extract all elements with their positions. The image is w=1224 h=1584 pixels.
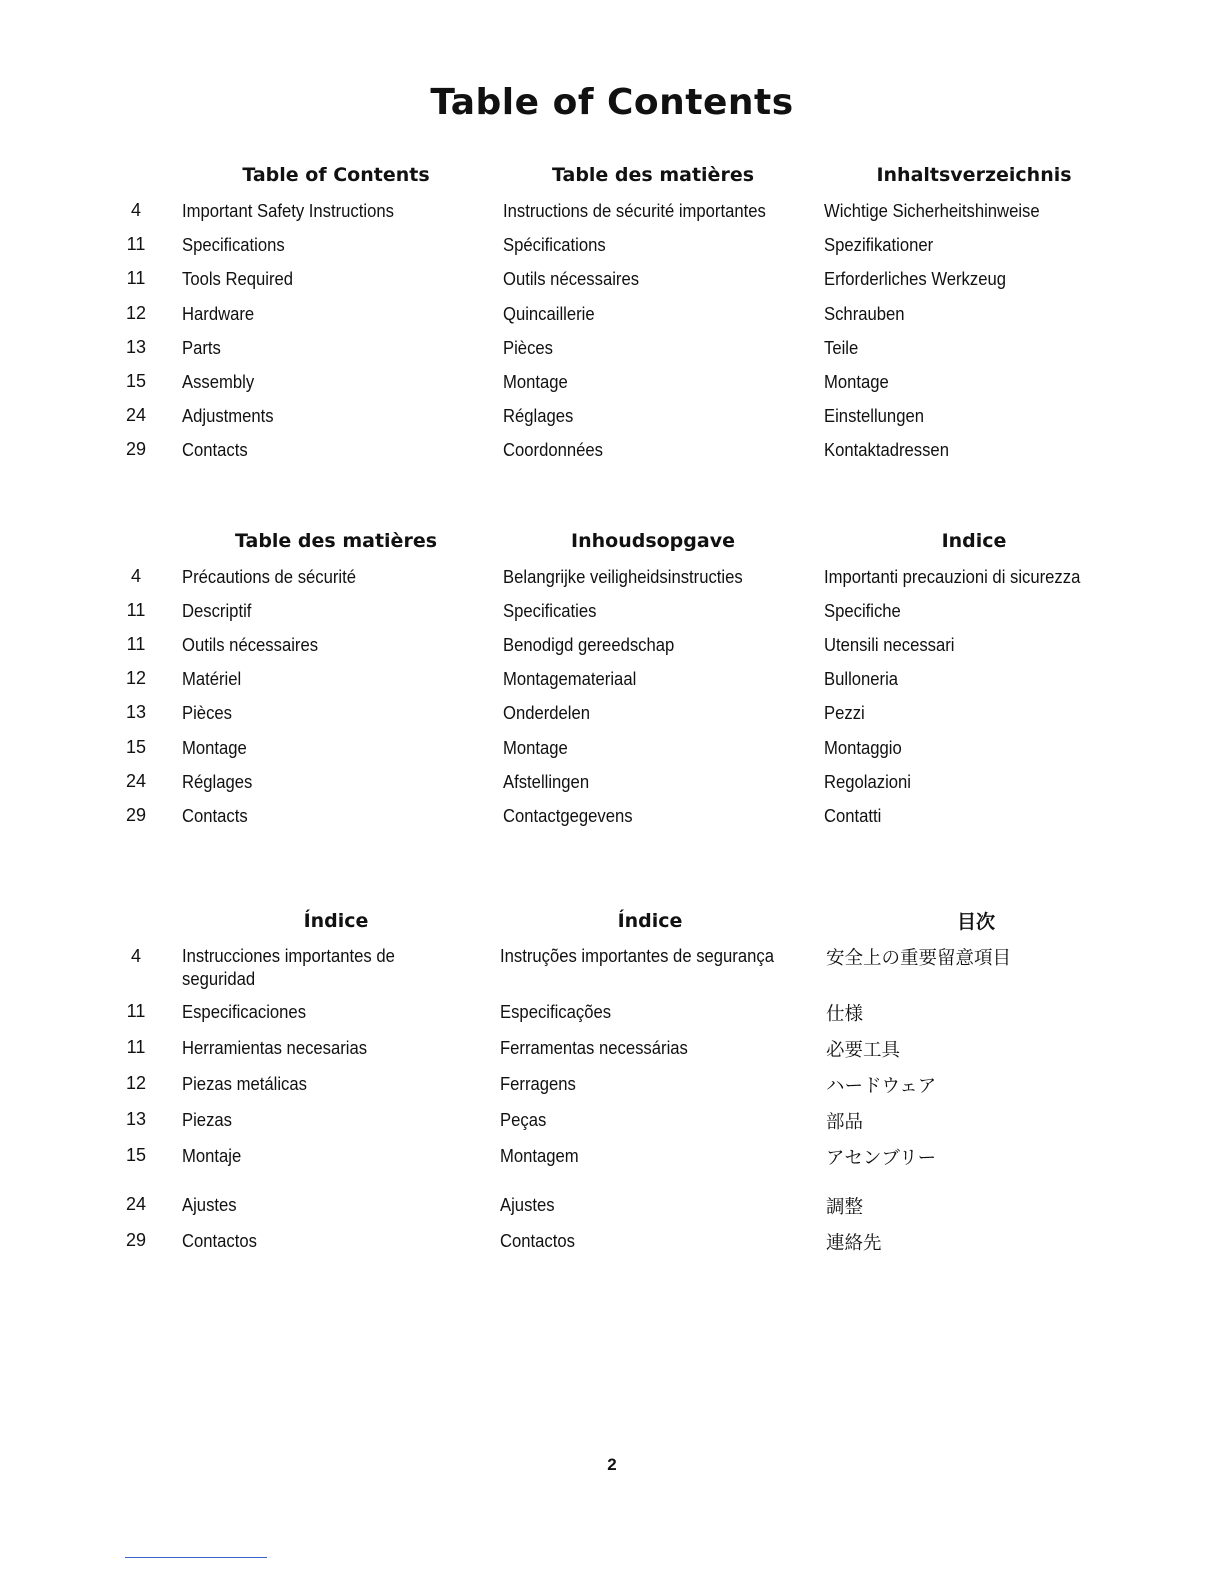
section-2-header-french: Table des matières (234, 530, 438, 552)
toc-entry[interactable]: Ferragens (500, 1073, 576, 1094)
toc-entry[interactable]: Parts (182, 337, 221, 358)
toc-page-number: 11 (126, 634, 146, 654)
toc-entry[interactable]: Erforderliches Werkzeug (824, 268, 1006, 289)
toc-page-number: 24 (125, 1194, 147, 1214)
toc-page-number: 29 (125, 805, 147, 825)
toc-page-number: 11 (126, 1037, 146, 1057)
toc-entry[interactable]: Contactgegevens (503, 805, 633, 826)
toc-entry[interactable]: Schrauben (824, 303, 905, 324)
toc-page-number: 12 (125, 668, 147, 688)
toc-entry[interactable]: Pièces (182, 702, 232, 723)
toc-page-number: 11 (126, 1001, 146, 1021)
toc-page-number: 13 (125, 702, 147, 722)
toc-entry[interactable]: Assembly (182, 371, 255, 392)
toc-entry[interactable]: Ferramentas necessárias (500, 1037, 688, 1058)
toc-entry[interactable]: Montaggio (824, 737, 902, 758)
toc-entry[interactable]: Einstellungen (824, 405, 924, 426)
toc-page-number: 11 (126, 600, 146, 620)
section-3-header-japanese: 目次 (956, 911, 995, 933)
toc-page-number: 4 (130, 200, 141, 220)
toc-page-number: 15 (125, 1145, 147, 1165)
toc-entry[interactable]: 調整 (826, 1196, 864, 1217)
toc-entry[interactable]: Teile (824, 337, 859, 358)
toc-entry[interactable]: Especificações (500, 1001, 612, 1022)
section-1-header-german: Inhaltsverzeichnis (876, 164, 1072, 186)
toc-entry[interactable]: Ajustes (500, 1194, 555, 1215)
toc-entry[interactable]: Contactos (182, 1230, 257, 1251)
toc-entry[interactable]: 必要工具 (826, 1039, 901, 1060)
section-3-header-portuguese: Índice (617, 910, 683, 932)
toc-entry[interactable]: Réglages (503, 405, 574, 426)
toc-entry[interactable]: Outils nécessaires (503, 268, 640, 289)
section-1-header-french: Table des matières (551, 164, 755, 186)
section-2-header-dutch: Inhoudsopgave (571, 530, 735, 552)
toc-entry[interactable]: Outils nécessaires (182, 634, 319, 655)
page-title: Table of Contents (430, 82, 794, 123)
toc-entry[interactable]: Kontaktadressen (824, 439, 949, 460)
toc-entry[interactable]: Contacts (182, 439, 248, 460)
section-3-header-spanish: Índice (303, 910, 369, 932)
toc-entry[interactable]: Précautions de sécurité (182, 566, 357, 587)
page-number: 2 (607, 1455, 617, 1474)
section-1-header-english: Table of Contents (242, 164, 430, 186)
toc-entry[interactable]: Montage (824, 371, 889, 392)
toc-entry[interactable]: Piezas metálicas (182, 1073, 307, 1094)
toc-entry[interactable]: Onderdelen (503, 702, 591, 723)
toc-entry[interactable]: Contacts (182, 805, 248, 826)
toc-entry[interactable]: Montagemateriaal (503, 668, 637, 689)
toc-entry[interactable]: Importanti precauzioni di sicurezza (824, 566, 1081, 587)
toc-page-number: 15 (125, 371, 147, 391)
toc-entry[interactable]: Peças (500, 1109, 547, 1130)
toc-entry[interactable]: Instruções importantes de segurança (500, 945, 774, 966)
toc-entry[interactable]: ハードウェア (826, 1075, 937, 1096)
toc-entry[interactable]: Regolazioni (824, 771, 912, 792)
toc-entry[interactable]: Especificaciones (182, 1001, 307, 1022)
toc-entry[interactable]: Spezifikationer (824, 234, 934, 255)
toc-entry[interactable]: 部品 (826, 1111, 864, 1132)
toc-page-number: 12 (125, 303, 147, 323)
toc-entry[interactable]: Specifications (182, 234, 285, 255)
toc-entry[interactable]: Wichtige Sicherheitshinweise (824, 200, 1040, 221)
toc-entry[interactable]: Ajustes (182, 1194, 237, 1215)
toc-page-number: 12 (125, 1073, 147, 1093)
toc-entry[interactable]: Instructions de sécurité importantes (503, 200, 766, 221)
toc-entry[interactable]: Montage (503, 737, 568, 758)
toc-entry[interactable]: Utensili necessari (824, 634, 955, 655)
toc-entry[interactable]: Belangrijke veiligheidsinstructies (503, 566, 743, 587)
toc-entry[interactable]: Montage (182, 737, 247, 758)
toc-entry[interactable]: Specificaties (503, 600, 597, 621)
toc-entry[interactable]: Specifiche (824, 600, 901, 621)
toc-entry[interactable]: Herramientas necesarias (182, 1037, 368, 1058)
toc-entry[interactable]: Montaje (182, 1145, 242, 1166)
toc-page-number: 15 (125, 737, 147, 757)
toc-entry[interactable]: Bulloneria (824, 668, 899, 689)
toc-page-number: 24 (125, 405, 147, 425)
footer-divider (125, 1557, 267, 1558)
toc-page-number: 29 (125, 439, 147, 459)
toc-page-number: 13 (125, 337, 147, 357)
toc-entry[interactable]: Montagem (500, 1145, 579, 1166)
toc-entry[interactable]: Adjustments (182, 405, 274, 426)
toc-entry[interactable]: Tools Required (182, 268, 294, 289)
toc-entry[interactable]: Contatti (824, 805, 882, 826)
toc-page-number: 13 (125, 1109, 147, 1129)
toc-entry[interactable]: Quincaillerie (503, 303, 595, 324)
toc-entry[interactable]: Important Safety Instructions (182, 200, 394, 221)
toc-entry[interactable]: 仕様 (826, 1003, 864, 1024)
toc-page-number: 4 (130, 566, 141, 586)
toc-page-number: 11 (126, 268, 146, 288)
toc-entry[interactable]: Pezzi (824, 702, 865, 723)
toc-entry[interactable]: Pièces (503, 337, 553, 358)
toc-entry[interactable]: 連絡先 (826, 1232, 882, 1253)
toc-entry[interactable]: Montage (503, 371, 568, 392)
toc-entry[interactable]: Instrucciones importantes de seguridad (182, 945, 395, 989)
toc-entry[interactable]: 安全上の重要留意項目 (826, 947, 1012, 968)
section-2-header-italian: Indice (941, 530, 1007, 552)
toc-entry[interactable]: Afstellingen (503, 771, 590, 792)
toc-entry[interactable]: Spécifications (503, 234, 606, 255)
toc-page-number: 29 (125, 1230, 147, 1250)
toc-page-number: 4 (130, 946, 141, 966)
toc-entry[interactable]: Matériel (182, 668, 242, 689)
toc-entry[interactable]: Descriptif (182, 600, 252, 621)
toc-entry[interactable]: アセンブリー (826, 1147, 937, 1168)
toc-entry[interactable]: Piezas (182, 1109, 232, 1130)
toc-entry[interactable]: Coordonnées (503, 439, 603, 460)
toc-entry[interactable]: Hardware (182, 303, 255, 324)
toc-entry[interactable]: Benodigd gereedschap (503, 634, 675, 655)
toc-entry[interactable]: Contactos (500, 1230, 575, 1251)
toc-page-number: 11 (126, 234, 146, 254)
toc-entry[interactable]: Réglages (182, 771, 253, 792)
toc-page-number: 24 (125, 771, 147, 791)
